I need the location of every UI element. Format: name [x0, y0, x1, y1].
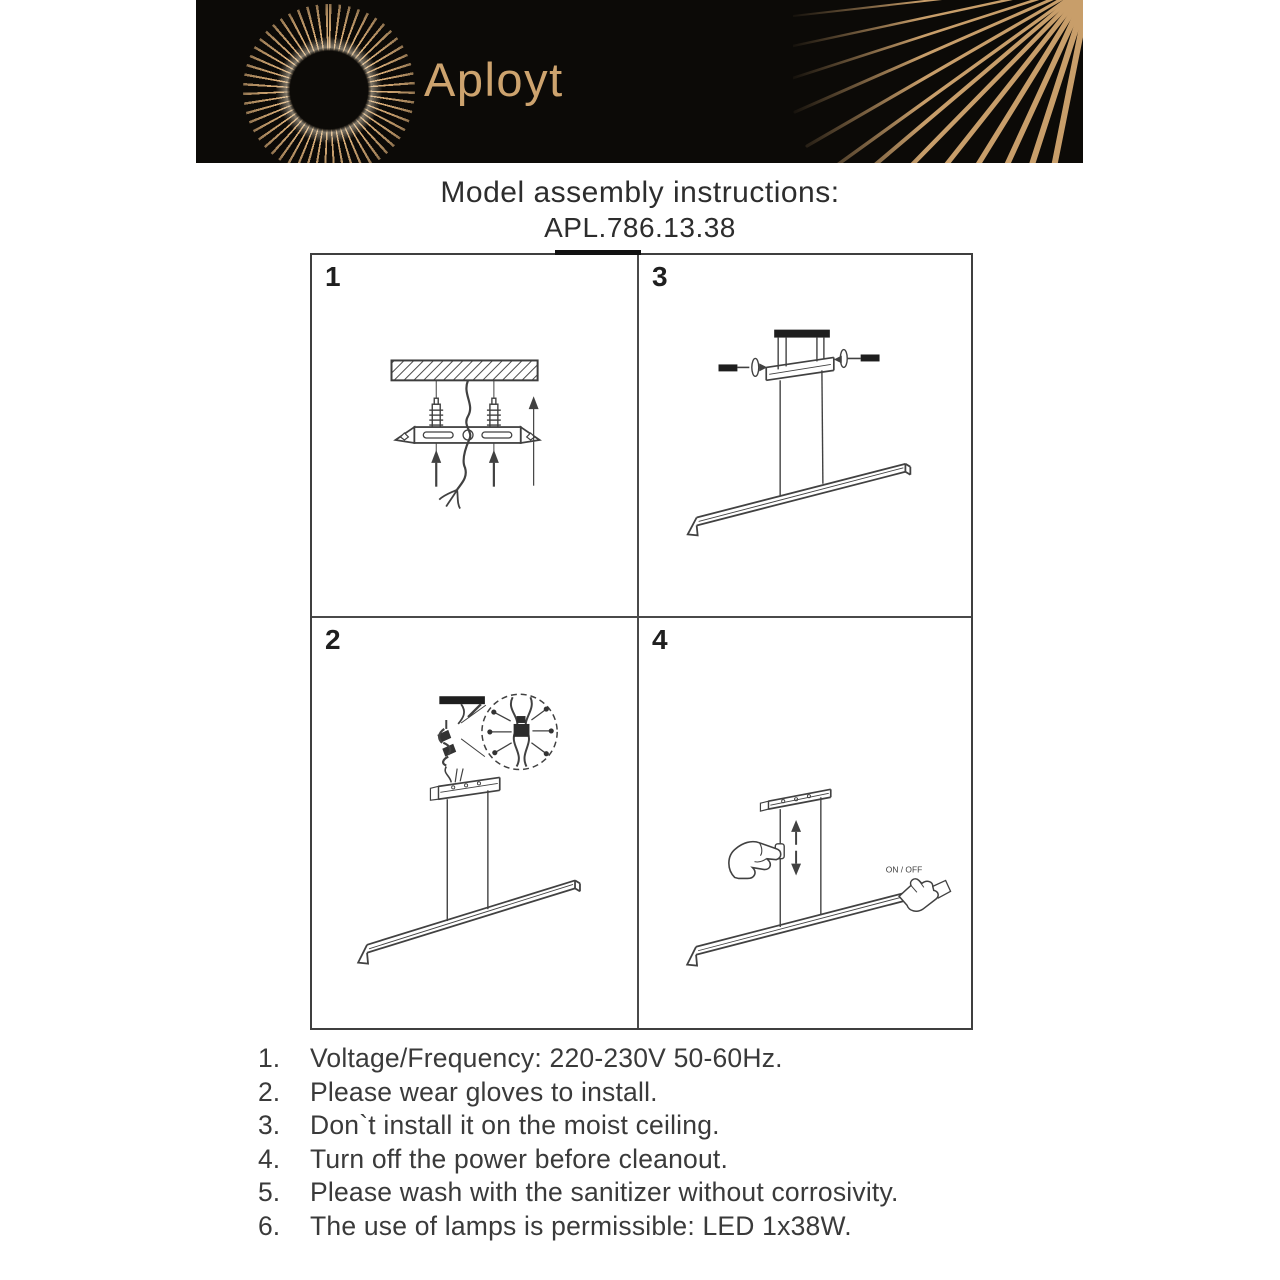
- item-number: 2.: [258, 1076, 281, 1107]
- item-number: 6.: [258, 1210, 281, 1241]
- page-title: Model assembly instructions:: [440, 176, 840, 209]
- list-item: [258, 1042, 1048, 1076]
- brand-banner: [196, 0, 1083, 163]
- list-item: [258, 1109, 1048, 1143]
- panel-number: 3: [652, 261, 668, 292]
- sunburst-logo-icon: [243, 4, 415, 163]
- canopy-side-screw-fixing-diagram: [639, 255, 971, 616]
- model-number: APL.786.13.38: [544, 212, 736, 243]
- panel-step-4: [639, 618, 971, 1028]
- brand-name: Aployt: [424, 53, 564, 106]
- list-item: [258, 1143, 1048, 1177]
- panel-number: 4: [652, 624, 668, 655]
- item-text: Please wear gloves to install.: [310, 1076, 658, 1107]
- height-adjustment-on-off-diagram: [639, 618, 971, 1028]
- wire-connection-detail-diagram: [312, 618, 637, 1028]
- item-number: 3.: [258, 1110, 281, 1140]
- item-number: 5.: [258, 1177, 281, 1207]
- on-off-label: ON / OFF: [885, 864, 923, 875]
- list-item: [258, 1210, 1048, 1244]
- list-item: [258, 1076, 1048, 1110]
- instruction-list: [258, 1042, 1048, 1243]
- item-number: 1.: [258, 1043, 281, 1073]
- panel-number: 2: [325, 624, 341, 655]
- panel-step-3: [639, 255, 971, 618]
- panel-step-2: [312, 618, 639, 1028]
- item-text: Turn off the power before cleanout.: [310, 1143, 729, 1174]
- item-text: Please wash with the sanitizer without corrosivity.: [310, 1177, 899, 1207]
- list-item: [258, 1176, 1048, 1210]
- item-text: Voltage/Frequency: 220-230V 50-60Hz.: [310, 1043, 783, 1073]
- assembly-diagram-grid: [310, 253, 973, 1030]
- panel-step-1: [312, 255, 639, 618]
- ray-fan-icon: [793, 0, 1083, 163]
- panel-number: 1: [325, 261, 341, 292]
- item-text: Don`t install it on the moist ceiling.: [310, 1110, 720, 1140]
- item-number: 4.: [258, 1143, 281, 1174]
- ceiling-bracket-drilling-diagram: [312, 255, 637, 616]
- item-text: The use of lamps is permissible: LED 1x38W.: [310, 1210, 852, 1241]
